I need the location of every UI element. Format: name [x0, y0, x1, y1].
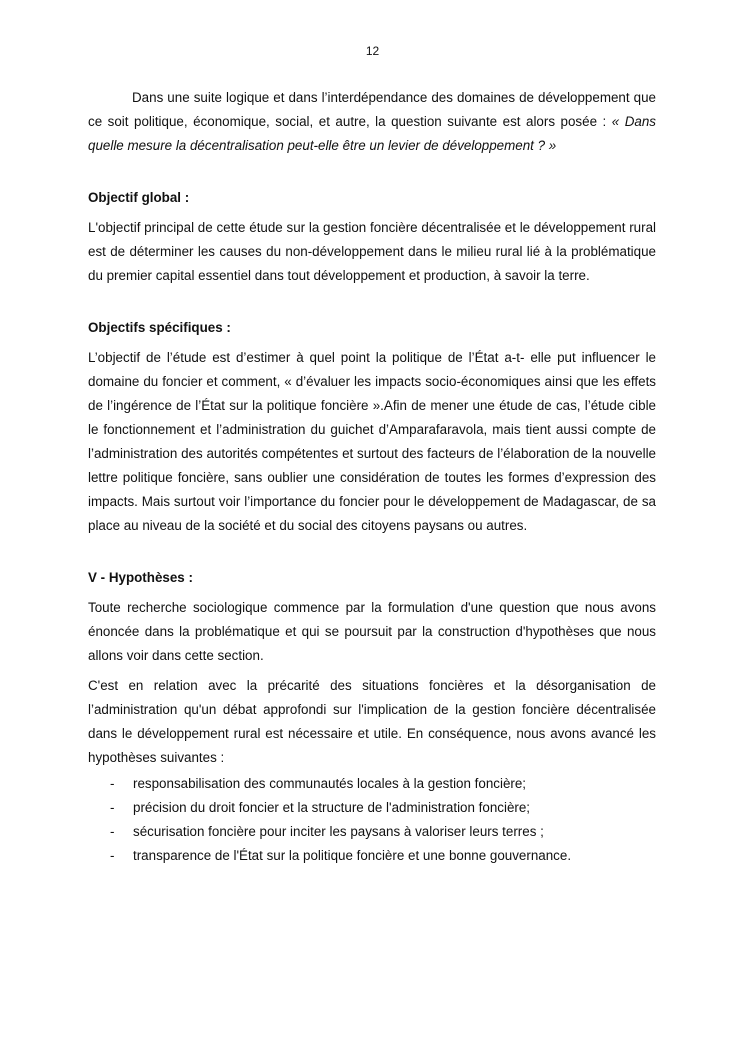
objectifs-specifiques-text: L’objectif de l’étude est d’estimer à quel point la politique de l’État a-t- elle put influencer le domaine du foncier et comment, « d’évaluer les impacts socio-économiques ainsi que les effets de l’ingérence de l’État sur la politique foncière ».Afin de mener une étude de cas, l’étude cible le fonctionnement et l’administration du guichet d’Amparafaravola, mais tient aussi compte de l’administration des autorités compétentes et surtout des facteurs de l’élaboration de la nouvelle lettre politique foncière, sans oublier une considération de toutes les formes d’expression des impacts. Mais surtout voir l’importance du foncier pour le développement de Madagascar, de sa place au niveau de la société et du social des citoyens paysans ou autres. [88, 350, 656, 533]
list-item [88, 844, 656, 868]
bullet-dash: - [110, 800, 115, 815]
list-item [88, 796, 656, 820]
research-question: « Dans quelle mesure la décentralisation peut-elle être un levier de développement ? » [88, 114, 656, 153]
list-item-text: sécurisation foncière pour inciter les paysans à valoriser leurs terres ; [133, 824, 544, 839]
bullet-dash: - [110, 848, 115, 863]
list-item [88, 772, 656, 796]
list-item-text: transparence de l'État sur la politique foncière et une bonne gouvernance. [133, 848, 572, 863]
list-item-text: responsabilisation des communautés locales à la gestion foncière; [133, 776, 527, 791]
list-item-text: précision du droit foncier et la structure de l'administration foncière; [133, 800, 531, 815]
page-number: 12 [365, 44, 380, 58]
list-item [88, 820, 656, 844]
bullet-dash: - [110, 824, 115, 839]
intro-paragraph [88, 86, 656, 158]
hypotheses-list [88, 772, 656, 868]
objectif-global-heading: Objectif global : [88, 190, 190, 205]
intro-text: Dans une suite logique et dans l’interdépendance des domaines de développement que ce soit politique, économique, social, et autre, la question suivante est alors posée : [88, 90, 656, 129]
hypotheses-paragraph-1: Toute recherche sociologique commence par la formulation d'une question que nous avons énoncée dans la problématique et qui se poursuit par la construction d'hypothèses que nous allons voir dans cette section. [88, 600, 656, 663]
objectifs-specifiques-heading: Objectifs spécifiques : [88, 320, 231, 335]
objectif-global-text: L'objectif principal de cette étude sur la gestion foncière décentralisée et le développement rural est de déterminer les causes du non-développement dans le milieu rural lié à la problématique du premier capital essentiel dans tout développement et production, à savoir la terre. [88, 220, 656, 283]
bullet-dash: - [110, 776, 115, 791]
hypotheses-heading: V - Hypothèses : [88, 570, 193, 585]
document-body [88, 86, 656, 868]
hypotheses-paragraph-2: C'est en relation avec la précarité des situations foncières et la désorganisation de l’administration qu'un débat approfondi sur l'implication de la gestion foncière décentralisée dans le développement rural est nécessaire et utile. En conséquence, nous avons avancé les hypothèses suivantes : [88, 678, 656, 765]
